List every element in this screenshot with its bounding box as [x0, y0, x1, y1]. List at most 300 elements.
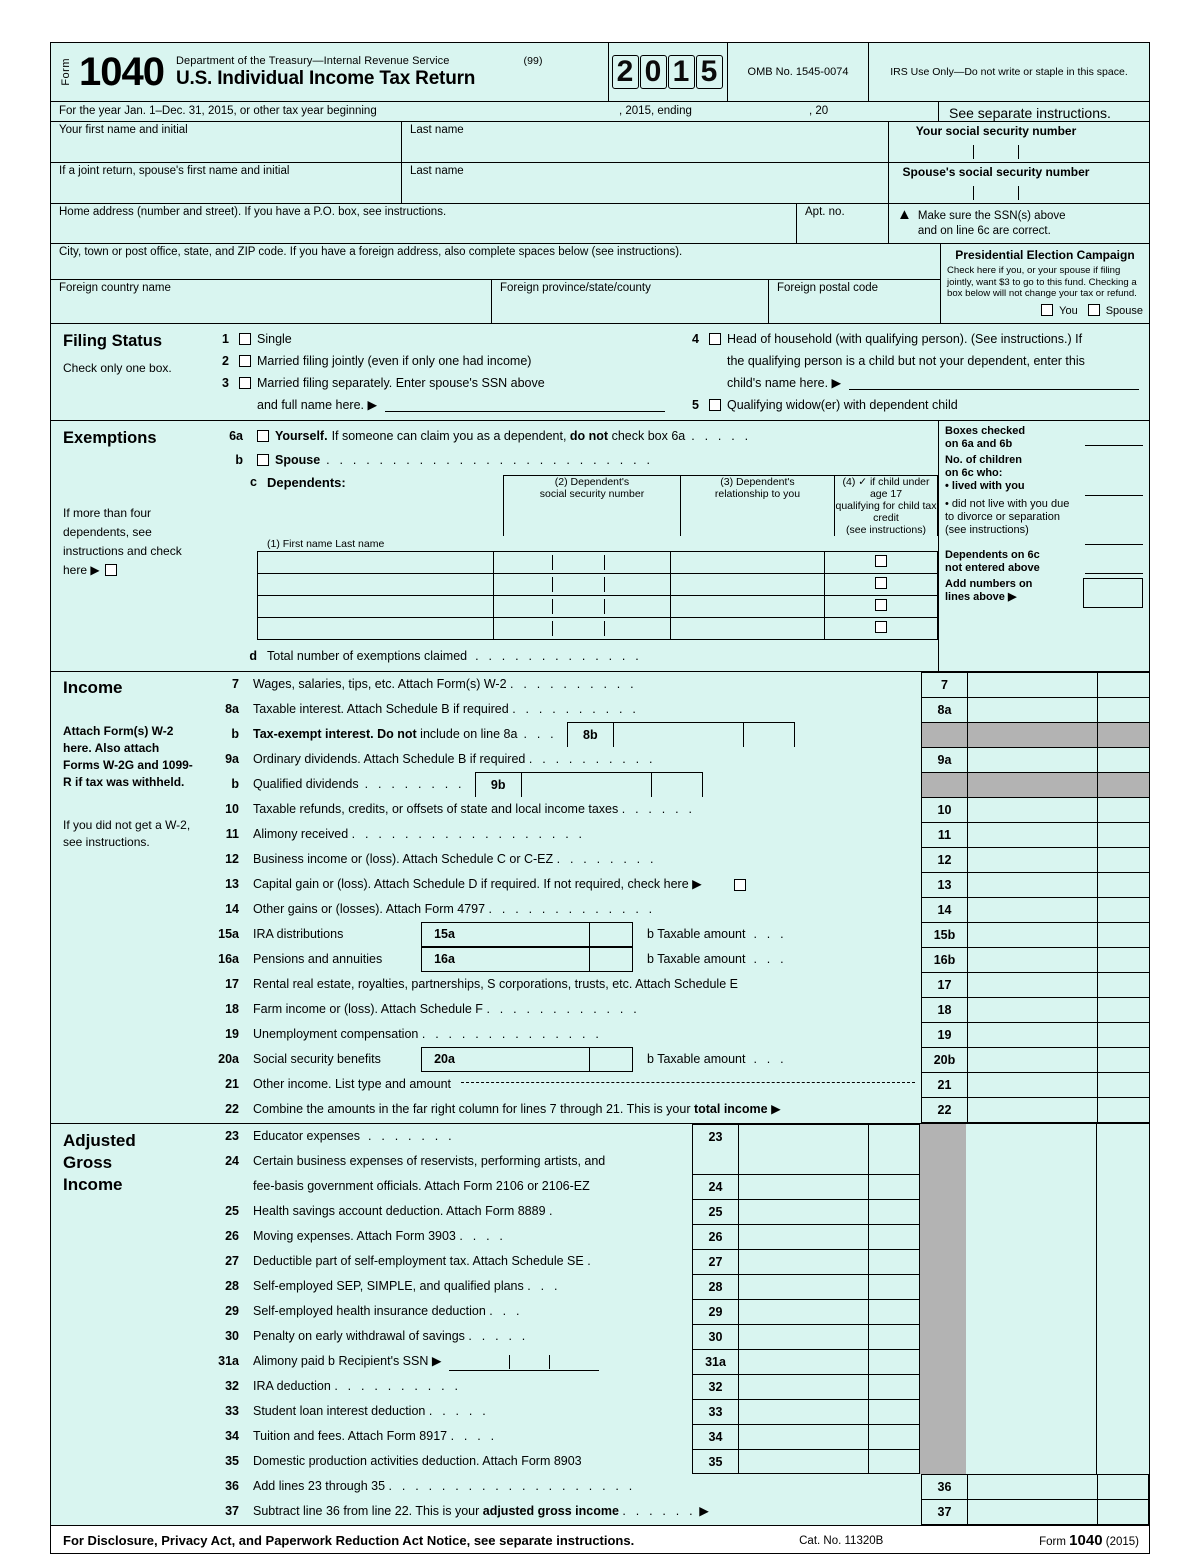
boxes-checked-input[interactable] [1085, 425, 1143, 446]
footer-form-id [1039, 1532, 1139, 1549]
line-28-inner-box: 28 [692, 1274, 738, 1299]
line-8b-gray-box [921, 722, 967, 747]
exemption-spouse-checkbox[interactable] [257, 450, 275, 470]
lived-with-you-input[interactable] [1085, 480, 1143, 496]
line-22-amount[interactable] [967, 1097, 1097, 1123]
line-21-box: 21 [921, 1072, 967, 1097]
line-31a-cents[interactable] [868, 1349, 920, 1374]
ssn-warning-line1: Make sure the SSN(s) above [917, 210, 1066, 222]
line-18-cents[interactable] [1097, 997, 1149, 1022]
fs-num-4: 4 [692, 332, 699, 346]
line-28-desc: Self-employed SEP, SIMPLE, and qualified plans [253, 1279, 524, 1293]
line-8b-gray-cents [1097, 722, 1149, 747]
line-13-num: 13 [225, 877, 239, 891]
boxes-checked-l1: Boxes checked [945, 425, 1026, 437]
fs-label-3b: and full name here. ▶ [257, 398, 378, 412]
line-20b-amount[interactable] [967, 1047, 1097, 1072]
line-26-inner-box: 26 [692, 1224, 738, 1249]
dependents-not-entered-l2: not entered above [945, 562, 1040, 574]
line-23-inner-box: 23 [692, 1124, 738, 1149]
line-7-amount[interactable] [967, 672, 1097, 697]
pec-spouse-checkbox[interactable] [1088, 304, 1143, 317]
form-1040 [50, 42, 1150, 1554]
footer-disclosure: For Disclosure, Privacy Act, and Paperwork Reduction Act Notice, see separate instructions. [63, 1533, 635, 1548]
line-26-cents[interactable] [868, 1224, 920, 1249]
spouse-last-name-label: Last name [410, 165, 464, 177]
line-13-cents[interactable] [1097, 872, 1149, 897]
line-19-desc: Unemployment compensation [253, 1027, 419, 1041]
line-25-desc: Health savings account deduction. Attach Form 8889 [253, 1204, 546, 1218]
line-29-num: 29 [225, 1304, 239, 1318]
line-37-cents[interactable] [1097, 1499, 1149, 1525]
spouse-ssn-field[interactable] [888, 163, 1099, 203]
children-6c-l2: on 6c who: [945, 467, 1003, 479]
department-text: Department of the Treasury—Internal Revenue Service [175, 54, 450, 67]
line-8b-amount[interactable] [613, 722, 743, 747]
line-7-box: 7 [921, 672, 967, 697]
line-24-inner-box: 24 [692, 1174, 738, 1200]
line-7-cents[interactable] [1097, 672, 1149, 697]
line-15a-inner-box: 15a [421, 922, 467, 947]
line-30-num: 30 [225, 1329, 239, 1343]
department-line [176, 55, 608, 67]
line-8a-num: 8a [225, 702, 239, 716]
line-8a-box: 8a [921, 697, 967, 722]
agi-title-2: Gross [63, 1153, 113, 1172]
line-29-amount[interactable] [738, 1299, 868, 1324]
pec-you-label: You [1059, 304, 1078, 317]
line-37-num: 37 [225, 1504, 239, 1518]
line-19-box: 19 [921, 1022, 967, 1047]
line-24-amount[interactable] [738, 1174, 868, 1200]
agi-rows: 23 Educator expenses . . . . . . . 23 24 Certain business expenses of reservists, performing artists, and fee-basis government officials. Attach Form 2106 or 2106-EZ 24 25 Health savings account deduction. Attach Form 8889 . 25 26 Moving expenses. Attach Form 3903 . . . . 26 27 Deductible part of self-employment tax. Attach Schedule SE . 27 28 Self-employed SEP, SIMPLE, and qualified plans . . . 28 29 Self-employed health insurance deduction . . . 29 30 Penalty on early withdrawal of savings . . . . . 30 31a Alimony paid b Recipient's SSN ▶ 31a 32 IRA deduction . . . . . . . . . . 32 33 Student loan interest deduction . . . . . 33 34 Tuition and fees. Attach Form 8917 . . . . 34 35 Domestic production activities deduction. Attach Form 8903 35 36 Add lines 23 through 35 . . . . . . . . . . . . . . . . . . . 36 37 Subtract line 36 from line 22. This is your adjusted gross income . . . . . . ▶ 37 [203, 1124, 1149, 1525]
line-18-num: 18 [225, 1002, 239, 1016]
exemptions-body: 6a Yourself. If someone can claim you as a dependent, do not check box 6a . . . . . b Spouse . . . . . . . . . . . . . . . . . . . . . . . . . c Dependents: (2) Dependent's social security number (3) Dependent's relationship to you (4) ✓ if child under age 17 qualifying for child tax credit (see instructions) (1) First name Last name d Total number of exemptions claimed . . . . . . . . . . . . . [203, 421, 938, 671]
line-11-desc: Alimony received [253, 827, 349, 841]
child-tax-credit-header: (4) ✓ if child under age 17 qualifying for child tax credit (see instructions) [835, 476, 937, 536]
dependent-row[interactable] [257, 573, 938, 595]
line-12-amount[interactable] [967, 847, 1097, 872]
line-26-desc: Moving expenses. Attach Form 3903 [253, 1229, 456, 1243]
pec-title: Presidential Election Campaign [955, 248, 1135, 262]
income-section [51, 672, 1149, 1124]
form-word-label [51, 43, 77, 101]
your-name-row [51, 122, 1149, 163]
agi-title-block [51, 1124, 203, 1525]
agi-title-3: Income [63, 1175, 123, 1194]
line-9b-gray-box [921, 772, 967, 797]
dependent-row[interactable] [257, 617, 938, 640]
line-10-desc: Taxable refunds, credits, or offsets of state and local income taxes [253, 802, 619, 816]
line-16b-label: b Taxable amount [647, 952, 746, 966]
line-16b-cents[interactable] [1097, 947, 1149, 972]
spouse-ssn-label: Spouse's social security number [902, 165, 1090, 179]
line-11-amount[interactable] [967, 822, 1097, 847]
line-22-num: 22 [225, 1102, 239, 1116]
children-6c-l1: No. of children [945, 454, 1022, 466]
line-27-inner-box: 27 [692, 1249, 738, 1274]
dependent-name-header: (1) First name Last name [267, 537, 385, 550]
footer-form-year: (2015) [1105, 1536, 1139, 1548]
home-address-label: Home address (number and street). If you have a P.O. box, see instructions. [59, 206, 447, 218]
pec-spouse-label: Spouse [1105, 304, 1143, 317]
line-10-num: 10 [225, 802, 239, 816]
footer-cat-no: Cat. No. 11320B [799, 1534, 884, 1547]
line-32-cents[interactable] [868, 1374, 920, 1399]
foreign-postal-label: Foreign postal code [777, 282, 879, 294]
line-30-amount[interactable] [738, 1324, 868, 1349]
last-name-label: Last name [410, 124, 464, 136]
line-18-desc: Farm income or (loss). Attach Schedule F [253, 1002, 483, 1016]
line-23-amount[interactable] [738, 1124, 868, 1149]
line-31a-amount[interactable] [738, 1349, 868, 1374]
line-19-cents[interactable] [1097, 1022, 1149, 1047]
filing-status-note: Check only one box. [63, 361, 172, 375]
line-8a-amount[interactable] [967, 697, 1097, 722]
foreign-province-field[interactable] [491, 280, 768, 323]
line-26-num: 26 [225, 1229, 239, 1243]
line-28-num: 28 [225, 1279, 239, 1293]
line-36-num: 36 [225, 1479, 239, 1493]
fs-label-4b: the qualifying person is a child but not your dependent, enter this [727, 354, 1085, 368]
line-28-amount[interactable] [738, 1274, 868, 1299]
city-state-zip-field[interactable] [51, 244, 940, 280]
lived-with-you: • lived with you [945, 480, 1025, 492]
line-37-box: 37 [921, 1499, 967, 1525]
line-33-cents[interactable] [868, 1399, 920, 1424]
last-name-field[interactable] [401, 122, 888, 162]
first-name-label: Your first name and initial [59, 124, 188, 136]
ssn-separators [897, 141, 1095, 159]
line-14-amount[interactable] [967, 897, 1097, 922]
hoh-child-name-input[interactable] [849, 372, 1139, 390]
foreign-postal-field[interactable] [768, 280, 940, 323]
presidential-election-campaign [940, 244, 1149, 323]
fs-num-1: 1 [222, 332, 229, 346]
dependents-table [257, 551, 938, 640]
line-35-desc: Domestic production activities deduction. Attach Form 8903 [253, 1454, 582, 1468]
exemptions-title-block [51, 421, 203, 671]
dependents-not-entered-l1: Dependents on 6c [945, 549, 1040, 561]
first-name-field[interactable] [51, 122, 401, 162]
filing-status-option-hoh[interactable] [709, 328, 1082, 350]
line-28-cents[interactable] [868, 1274, 920, 1299]
line-14-desc: Other gains or (losses). Attach Form 4797 [253, 902, 486, 916]
total-exemptions-input[interactable] [1083, 578, 1143, 608]
line-34-desc: Tuition and fees. Attach Form 8917 [253, 1429, 448, 1443]
line-11-num: 11 [225, 827, 239, 841]
dependents-label: Dependents: [267, 475, 346, 490]
line-17-num: 17 [225, 977, 239, 991]
line-15b-label: b Taxable amount [647, 927, 746, 941]
line-22-desc-wrap: Combine the amounts in the far right column for lines 7 through 21. This is your total income ▶ [253, 1102, 781, 1116]
filing-status-section [51, 324, 1149, 421]
line-35-inner-box: 35 [692, 1449, 738, 1474]
filing-status-title-block [51, 324, 203, 420]
line-19-amount[interactable] [967, 1022, 1097, 1047]
form-header [51, 43, 1149, 102]
agi-section [51, 1124, 1149, 1525]
line-22-box: 22 [921, 1097, 967, 1123]
line-36-amount[interactable] [967, 1474, 1097, 1499]
foreign-country-field[interactable] [51, 280, 491, 323]
footer-form-number: 1040 [1069, 1532, 1103, 1549]
line-12-cents[interactable] [1097, 847, 1149, 872]
line-13-box: 13 [921, 872, 967, 897]
line-18-amount[interactable] [967, 997, 1097, 1022]
line-29-inner-box: 29 [692, 1299, 738, 1324]
line-20b-box: 20b [921, 1047, 967, 1072]
line-27-num: 27 [225, 1254, 239, 1268]
fs-num-2: 2 [222, 354, 229, 368]
pec-text: Check here if you, or your spouse if filing jointly, want $3 to go to this fund. Checking a box below will not change your tax or refund. [947, 265, 1137, 299]
line-12-box: 12 [921, 847, 967, 872]
line-32-desc: IRA deduction [253, 1379, 331, 1393]
exemptions-side-note: If more than four dependents, see instructions and check here ▶ [63, 506, 182, 577]
line-34-amount[interactable] [738, 1424, 868, 1449]
line-31a-num: 31a [218, 1354, 239, 1368]
line-17-amount[interactable] [967, 972, 1097, 997]
line-31a-inner-box: 31a [692, 1349, 738, 1374]
filing-status-option-widow[interactable] [709, 394, 958, 416]
line-33-amount[interactable] [738, 1399, 868, 1424]
line-24-desc-1: Certain business expenses of reservists, performing artists, and [253, 1154, 606, 1168]
not-lived-with-you-input[interactable] [1085, 498, 1143, 545]
line-16b-box: 16b [921, 947, 967, 972]
line-30-desc: Penalty on early withdrawal of savings [253, 1329, 465, 1343]
line-15a-cents[interactable] [589, 922, 633, 947]
ex-6a-num: 6a [229, 429, 243, 443]
dependent-row[interactable] [257, 551, 938, 573]
line-10-cents[interactable] [1097, 797, 1149, 822]
line-9b-gray-cents [1097, 772, 1149, 797]
line-21-amount[interactable] [967, 1072, 1097, 1097]
fs-label-2: Married filing jointly (even if only one had income) [257, 354, 532, 368]
line-9a-box: 9a [921, 747, 967, 772]
line-17-desc: Rental real estate, royalties, partnerships, S corporations, trusts, etc. Attach Schedule E [253, 977, 738, 991]
line-16a-amount[interactable] [467, 947, 589, 972]
line-30-inner-box: 30 [692, 1324, 738, 1349]
line-35-num: 35 [225, 1454, 239, 1468]
line-36-cents[interactable] [1097, 1474, 1149, 1499]
income-title-block [51, 672, 203, 1123]
line-33-num: 33 [225, 1404, 239, 1418]
line-29-desc: Self-employed health insurance deduction [253, 1304, 486, 1318]
line-20a-desc: Social security benefits [253, 1052, 381, 1066]
exemption-yourself-checkbox[interactable] [257, 426, 275, 446]
line-11-cents[interactable] [1097, 822, 1149, 847]
form-title: U.S. Individual Income Tax Return [175, 67, 476, 89]
line-15b-box: 15b [921, 922, 967, 947]
your-ssn-label: Your social security number [915, 124, 1077, 138]
tax-year-end-label: , 20 [809, 105, 829, 117]
line-20a-amount[interactable] [467, 1047, 589, 1072]
line-9b-cents[interactable] [651, 772, 703, 797]
filing-status-option-mfj[interactable] [239, 350, 531, 372]
apt-no-label: Apt. no. [805, 206, 845, 218]
line-8b-desc: Tax-exempt interest. Do not include on line 8a [253, 727, 518, 741]
line-16a-desc: Pensions and annuities [253, 952, 383, 966]
dependents-not-entered-input[interactable] [1085, 549, 1143, 574]
paperwork-code: (99) [523, 54, 543, 67]
line-18-box: 18 [921, 997, 967, 1022]
foreign-country-label: Foreign country name [59, 282, 171, 294]
ex-6b-text: Spouse [275, 453, 321, 467]
income-note-1: Attach Form(s) W-2 here. Also attach Forms W-2G and 1099-R if tax was withheld. [63, 724, 193, 789]
form-number: 1040 [79, 49, 164, 94]
omb-number: OMB No. 1545-0074 [728, 43, 869, 101]
line-25-amount[interactable] [738, 1199, 868, 1224]
tax-year-begin-label: For the year Jan. 1–Dec. 31, 2015, or other tax year beginning [59, 105, 377, 117]
form-word-text: Form [60, 58, 72, 86]
line-35-cents[interactable] [868, 1449, 920, 1474]
filing-status-option-mfs[interactable] [239, 372, 545, 394]
line-15a-desc: IRA distributions [253, 927, 344, 941]
line-37-desc-wrap: Subtract line 36 from line 22. This is your adjusted gross income . . . . . . ▶ [253, 1504, 709, 1518]
line-23-desc: Educator expenses [253, 1129, 361, 1143]
line-31a-recipient-ssn-input[interactable] [449, 1352, 599, 1371]
line-9b-amount[interactable] [521, 772, 651, 797]
header-titles [172, 43, 608, 101]
line-13-checkbox[interactable] [734, 879, 746, 891]
line-23-cents[interactable] [868, 1124, 920, 1149]
ex-6a-text: If someone can claim you as a dependent, do not check box 6a [331, 429, 686, 443]
income-rows: 7 Wages, salaries, tips, etc. Attach Form(s) W-2 . . . . . . . . . . 7 8a Taxable interest. Attach Schedule B if required . . . . . . . . . . 8a b Tax-exempt interest. Do not include on line 8a . . . 8b 9a Ordinary dividends. Attach Schedule B if required . . . . . . . . . . 9a b Qualified dividends . . . . . . . . 9b 10 Taxable refunds, credits, or offsets of state and local income taxes . . . . . . 10 11 Alimony received . . . . . . . . . . . . . . . . . . 11 12 Business income or (loss). Attach Schedule C or C-EZ . . . . . . . . 12 13 Capital gain or (loss). Attach Schedule D if required. If not required, check here ▶ 13 14 Other gains or (losses). Attach Form 4797 . . . . . . . . . . . . . 14 15a IRA distributions 15a b Taxable amount . . . 15b 16a Pensions and annuities 16a b Taxable amount . . . 16b 17 Rental real estate, royalties, partnerships, S corporations, trusts, etc. Attach Schedule E 17 18 Farm income or (loss). Attach Schedule F . . . . . . . . . . . . 18 19 Unemployment compensation . . . . . . . . . . . . . . 19 20a Social security benefits 20a b Taxable amount . . . 20b 21 Other income. List type and amount 21 22 Combine the amounts in the far right column for lines 7 through 21. This is your total income ▶ 22 [203, 672, 1149, 1123]
line-9a-amount[interactable] [967, 747, 1097, 772]
line-24-cents[interactable] [868, 1174, 920, 1200]
line-10-amount[interactable] [967, 797, 1097, 822]
filing-status-title: Filing Status [63, 332, 162, 350]
line-36-desc: Add lines 23 through 35 [253, 1479, 386, 1493]
line-31a-desc: Alimony paid b Recipient's SSN ▶ [253, 1354, 442, 1368]
ex-6d-text: Total number of exemptions claimed [267, 649, 468, 663]
line-8b-gray-amount [967, 722, 1097, 747]
line-9b-desc: Qualified dividends [253, 777, 359, 791]
fs-label-3: Married filing separately. Enter spouse's SSN above [257, 376, 545, 390]
tax-year-row [51, 102, 1149, 122]
exemptions-right-boxes [938, 421, 1149, 671]
city-state-zip-label: City, town or post office, state, and ZIP code. If you have a foreign address, also complete spaces below (see instructions). [59, 246, 683, 258]
line-37-amount[interactable] [967, 1499, 1097, 1525]
line-23-num: 23 [225, 1129, 239, 1143]
line-13-amount[interactable] [967, 872, 1097, 897]
dependent-row[interactable] [257, 595, 938, 617]
pec-you-checkbox[interactable] [1041, 304, 1078, 317]
line-13-desc: Capital gain or (loss). Attach Schedule D if required. If not required, check here ▶ [253, 877, 702, 891]
line-20a-cents[interactable] [589, 1047, 633, 1072]
line-32-inner-box: 32 [692, 1374, 738, 1399]
dependent-ssn-header: (2) Dependent's social security number [503, 475, 680, 536]
line-22-cents[interactable] [1097, 1097, 1149, 1123]
line-9a-cents[interactable] [1097, 747, 1149, 772]
apt-no-field[interactable] [796, 204, 888, 243]
line-20b-label: b Taxable amount [647, 1052, 746, 1066]
line-15b-amount[interactable] [967, 922, 1097, 947]
line-27-cents[interactable] [868, 1249, 920, 1274]
line-32-amount[interactable] [738, 1374, 868, 1399]
line-35-amount[interactable] [738, 1449, 868, 1474]
line-21-cents[interactable] [1097, 1072, 1149, 1097]
home-address-field[interactable] [51, 204, 796, 243]
line-15a-num: 15a [218, 927, 239, 941]
line-32-num: 32 [225, 1379, 239, 1393]
line-9b-inner-box: 9b [475, 772, 521, 797]
line-27-amount[interactable] [738, 1249, 868, 1274]
line-9b-num: b [231, 777, 239, 791]
line-17-cents[interactable] [1097, 972, 1149, 997]
line-24-desc-2: fee-basis government officials. Attach Form 2106 or 2106-EZ [253, 1179, 590, 1193]
line-30-cents[interactable] [868, 1324, 920, 1349]
foreign-province-label: Foreign province/state/county [500, 282, 651, 294]
spouse-name-row [51, 163, 1149, 204]
line-12-num: 12 [225, 852, 239, 866]
line-14-cents[interactable] [1097, 897, 1149, 922]
income-note-2: If you did not get a W-2, see instructions. [63, 818, 191, 849]
line-8b-num: b [231, 727, 239, 741]
line-26-amount[interactable] [738, 1224, 868, 1249]
line-7-desc: Wages, salaries, tips, etc. Attach Form(s) W-2 [253, 677, 507, 691]
irs-use-note: IRS Use Only—Do not write or staple in this space. [890, 66, 1128, 78]
add-numbers-l2: lines above ▶ [945, 591, 1017, 603]
line-21-type-input[interactable] [461, 1082, 915, 1083]
line-9b-gray-amount [967, 772, 1097, 797]
form-footer [51, 1525, 1149, 1553]
line-8b-cents[interactable] [743, 722, 795, 747]
line-8a-cents[interactable] [1097, 697, 1149, 722]
ssn-warning-line2: and on line 6c are correct. [917, 225, 1051, 237]
line-21-num: 21 [225, 1077, 239, 1091]
line-16a-inner-box: 16a [421, 947, 467, 972]
line-34-cents[interactable] [868, 1424, 920, 1449]
line-8b-inner-box: 8b [567, 722, 613, 747]
home-address-row [51, 204, 1149, 244]
line-15b-cents[interactable] [1097, 922, 1149, 947]
line-16a-num: 16a [218, 952, 239, 966]
line-24-num: 24 [225, 1154, 239, 1168]
fs-label-5: Qualifying widow(er) with dependent child [727, 398, 958, 412]
line-12-desc: Business income or (loss). Attach Schedule C or C-EZ [253, 852, 554, 866]
spouse-full-name-input[interactable] [385, 394, 665, 412]
not-lived-with-you: • did not live with you due to divorce or separation (see instructions) [945, 498, 1070, 536]
line-25-inner-box: 25 [692, 1199, 738, 1224]
fs-label-4c: child's name here. ▶ [727, 376, 842, 390]
line-25-cents[interactable] [868, 1199, 920, 1224]
ex-6d-num: d [249, 649, 257, 663]
dependent-relationship-header: (3) Dependent's relationship to you [680, 475, 834, 536]
line-10-box: 10 [921, 797, 967, 822]
line-7-num: 7 [232, 677, 239, 691]
fs-label-1: Single [257, 332, 292, 346]
exemptions-title: Exemptions [63, 429, 157, 447]
your-ssn-field[interactable] [888, 122, 1099, 162]
exemptions-section [51, 421, 1149, 672]
fs-label-4: Head of household (with qualifying person). (See instructions.) If [727, 332, 1083, 346]
spouse-last-name-field[interactable] [401, 163, 888, 203]
line-29-cents[interactable] [868, 1299, 920, 1324]
line-16a-cents[interactable] [589, 947, 633, 972]
line-9a-num: 9a [225, 752, 239, 766]
spouse-first-name-field[interactable] [51, 163, 401, 203]
agi-title-1: Adjusted [63, 1131, 136, 1150]
line-15a-amount[interactable] [467, 922, 589, 947]
filing-status-option-single[interactable] [239, 328, 292, 350]
ex-6c-num: c [250, 475, 257, 489]
ex-6b-num: b [235, 453, 243, 467]
line-20a-num: 20a [218, 1052, 239, 1066]
line-20b-cents[interactable] [1097, 1047, 1149, 1072]
line-21-desc: Other income. List type and amount [253, 1077, 452, 1091]
line-16b-amount[interactable] [967, 947, 1097, 972]
